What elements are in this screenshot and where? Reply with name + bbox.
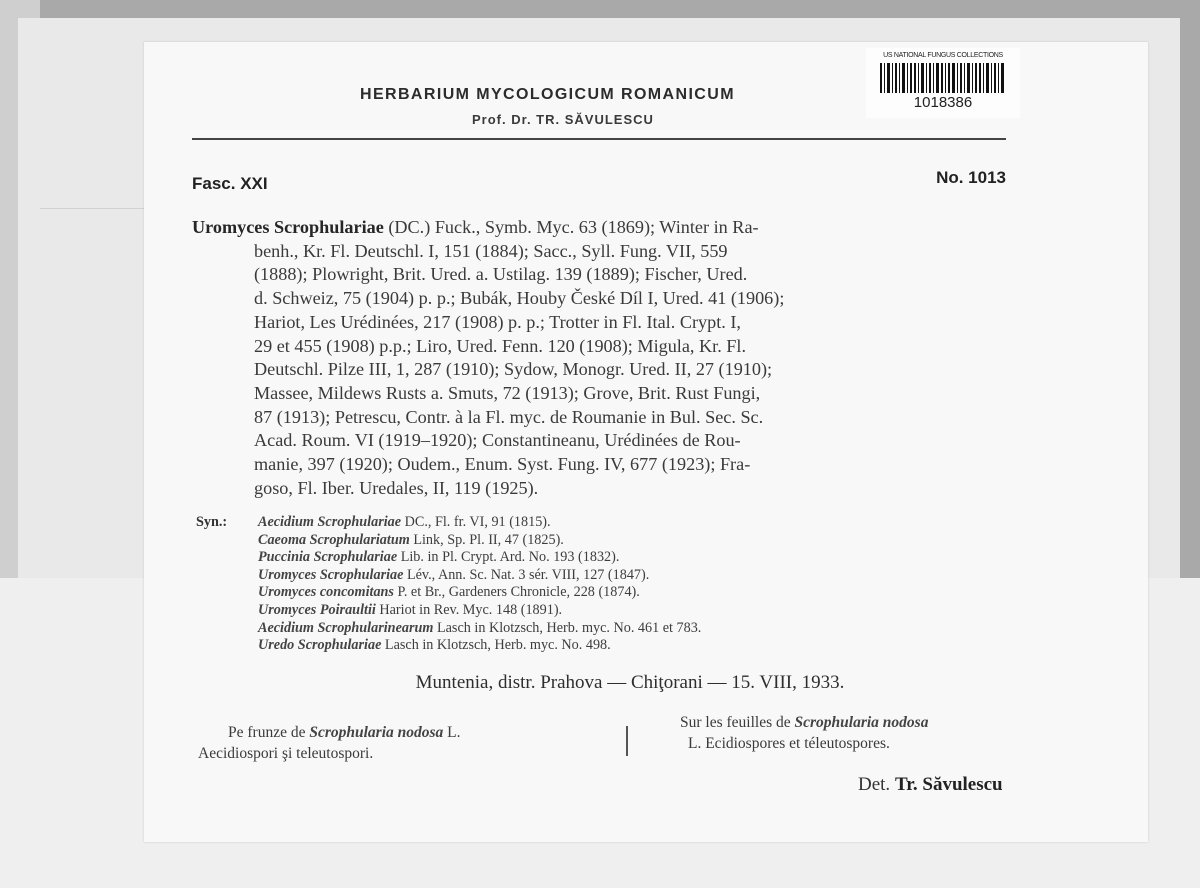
host-text: L. [443,724,461,741]
synonym-name: Uredo Scrophulariae [258,637,382,654]
citation-line: Massee, Mildews Rusts a. Smuts, 72 (1913); Grove, Brit. Rust Fungi, [254,382,761,403]
determiner-prefix: Det. [858,774,895,795]
citation-text: (DC.) Fuck., Symb. Myc. 63 (1869); Winter in Ra- [383,217,759,237]
synonym-ref: Hariot in Rev. Myc. 148 (1891). [375,601,563,618]
herbarium-title: HERBARIUM MYCOLOGICUM ROMANICUM [360,86,735,103]
host-text: Sur les feuilles de [680,714,795,731]
synonym-ref: Lasch in Klotzsch, Herb. myc. No. 498. [381,637,611,654]
herbarium-subtitle: Prof. Dr. TR. SĂVULESCU [472,112,654,127]
taxon-name: Uromyces Scrophulariae [192,217,384,237]
synonym-row [196,549,1026,567]
host-species: Scrophularia nodosa [309,724,444,741]
citation-line: (1888); Plowright, Brit. Ured. a. Ustilag. 139 (1889); Fischer, Ured. [254,264,748,285]
synonym-row [196,532,1026,550]
header-rule [192,138,1006,140]
synonym-row [196,602,1026,620]
spore-stages-ro: Aecidiospori şi teleutospori. [198,745,374,762]
synonym-name: Uromyces Poiraultii [258,601,376,618]
citation-line: Acad. Roum. VI (1919–1920); Constantineanu, Urédinées de Rou- [254,430,741,451]
synonym-name: Caeoma Scrophulariatum [258,531,410,548]
citation-line: manie, 397 (1920); Oudem., Enum. Syst. Fung. IV, 677 (1923); Fra- [254,454,751,475]
citation-line: goso, Fl. Iber. Uredales, II, 119 (1925). [254,477,539,498]
synonym-name: Aecidium Scrophulariae [258,514,402,530]
synonym-ref: Lasch in Klotzsch, Herb. myc. No. 461 et 783. [433,619,702,636]
fascicle-label: Fasc. XXI [192,174,268,193]
citation-line: 29 et 455 (1908) p.p.; Liro, Ured. Fenn. 120 (1908); Migula, Kr. Fl. [254,335,747,356]
synonym-ref: Link, Sp. Pl. II, 47 (1825). [409,531,564,548]
barcode-number: 1018386 [913,94,973,111]
synonym-row [196,584,1026,602]
citation-line: Deutschl. Pilze III, 1, 287 (1910); Sydow, Monogr. Ured. II, 27 (1910); [254,359,773,380]
citation-line: d. Schweiz, 75 (1904) p. p.; Bubák, Houby České Díl I, Ured. 41 (1906); [254,288,785,309]
host-romanian-line [198,722,608,743]
barcode-label [866,48,1020,118]
synonym-row [196,620,1026,638]
synonyms-label: Syn.: [196,514,228,530]
synonym-name: Puccinia Scrophulariae [258,549,398,566]
synonym-ref: Lib. in Pl. Crypt. Ard. No. 193 (1832). [397,549,620,566]
synonym-ref: Lév., Ann. Sc. Nat. 3 sér. VIII, 127 (1847). [403,566,650,583]
citation-line: 87 (1913); Petrescu, Contr. à la Fl. myc. de Roumanie in Bul. Sec. Sc. [254,406,764,427]
synonyms-block [196,514,1026,655]
host-french [680,712,1100,754]
collection-locality: Muntenia, distr. Prahova — Chiţorani — 15. VIII, 1933. [415,672,845,693]
citation-block [192,216,1022,500]
folder-crease [40,208,144,209]
synonym-name: Uromyces Scrophulariae [258,566,404,583]
determiner [858,774,1003,796]
synonym-name: Aecidium Scrophularinearum [258,619,434,636]
determiner-name: Tr. Săvulescu [894,774,1003,795]
citation-line: benh., Kr. Fl. Deutschl. I, 151 (1884); Sacc., Syll. Fung. VII, 559 [254,240,728,261]
synonym-row [196,567,1026,585]
synonym-row [196,637,1026,655]
spore-stages-fr: L. Ecidiospores et téleutospores. [688,735,890,752]
synonym-ref: DC., Fl. fr. VI, 91 (1815). [401,514,551,530]
barcode-icon [880,63,1006,93]
host-species: Scrophularia nodosa [794,714,929,731]
synonym-name: Uromyces concomitans [258,584,394,601]
column-divider [626,726,628,756]
host-romanian [198,722,608,764]
host-french-line [680,714,928,731]
citation-line [192,216,1022,240]
synonym-ref: P. et Br., Gardeners Chronicle, 228 (1874). [393,584,640,601]
specimen-number: No. 1013 [936,168,1006,187]
barcode-caption: US NATIONAL FUNGUS COLLECTIONS [883,52,1003,59]
synonym-row [196,514,1026,532]
host-text: Pe frunze de [228,724,310,741]
citation-line: Hariot, Les Urédinées, 217 (1908) p. p.; Trotter in Fl. Ital. Crypt. I, [254,311,741,332]
